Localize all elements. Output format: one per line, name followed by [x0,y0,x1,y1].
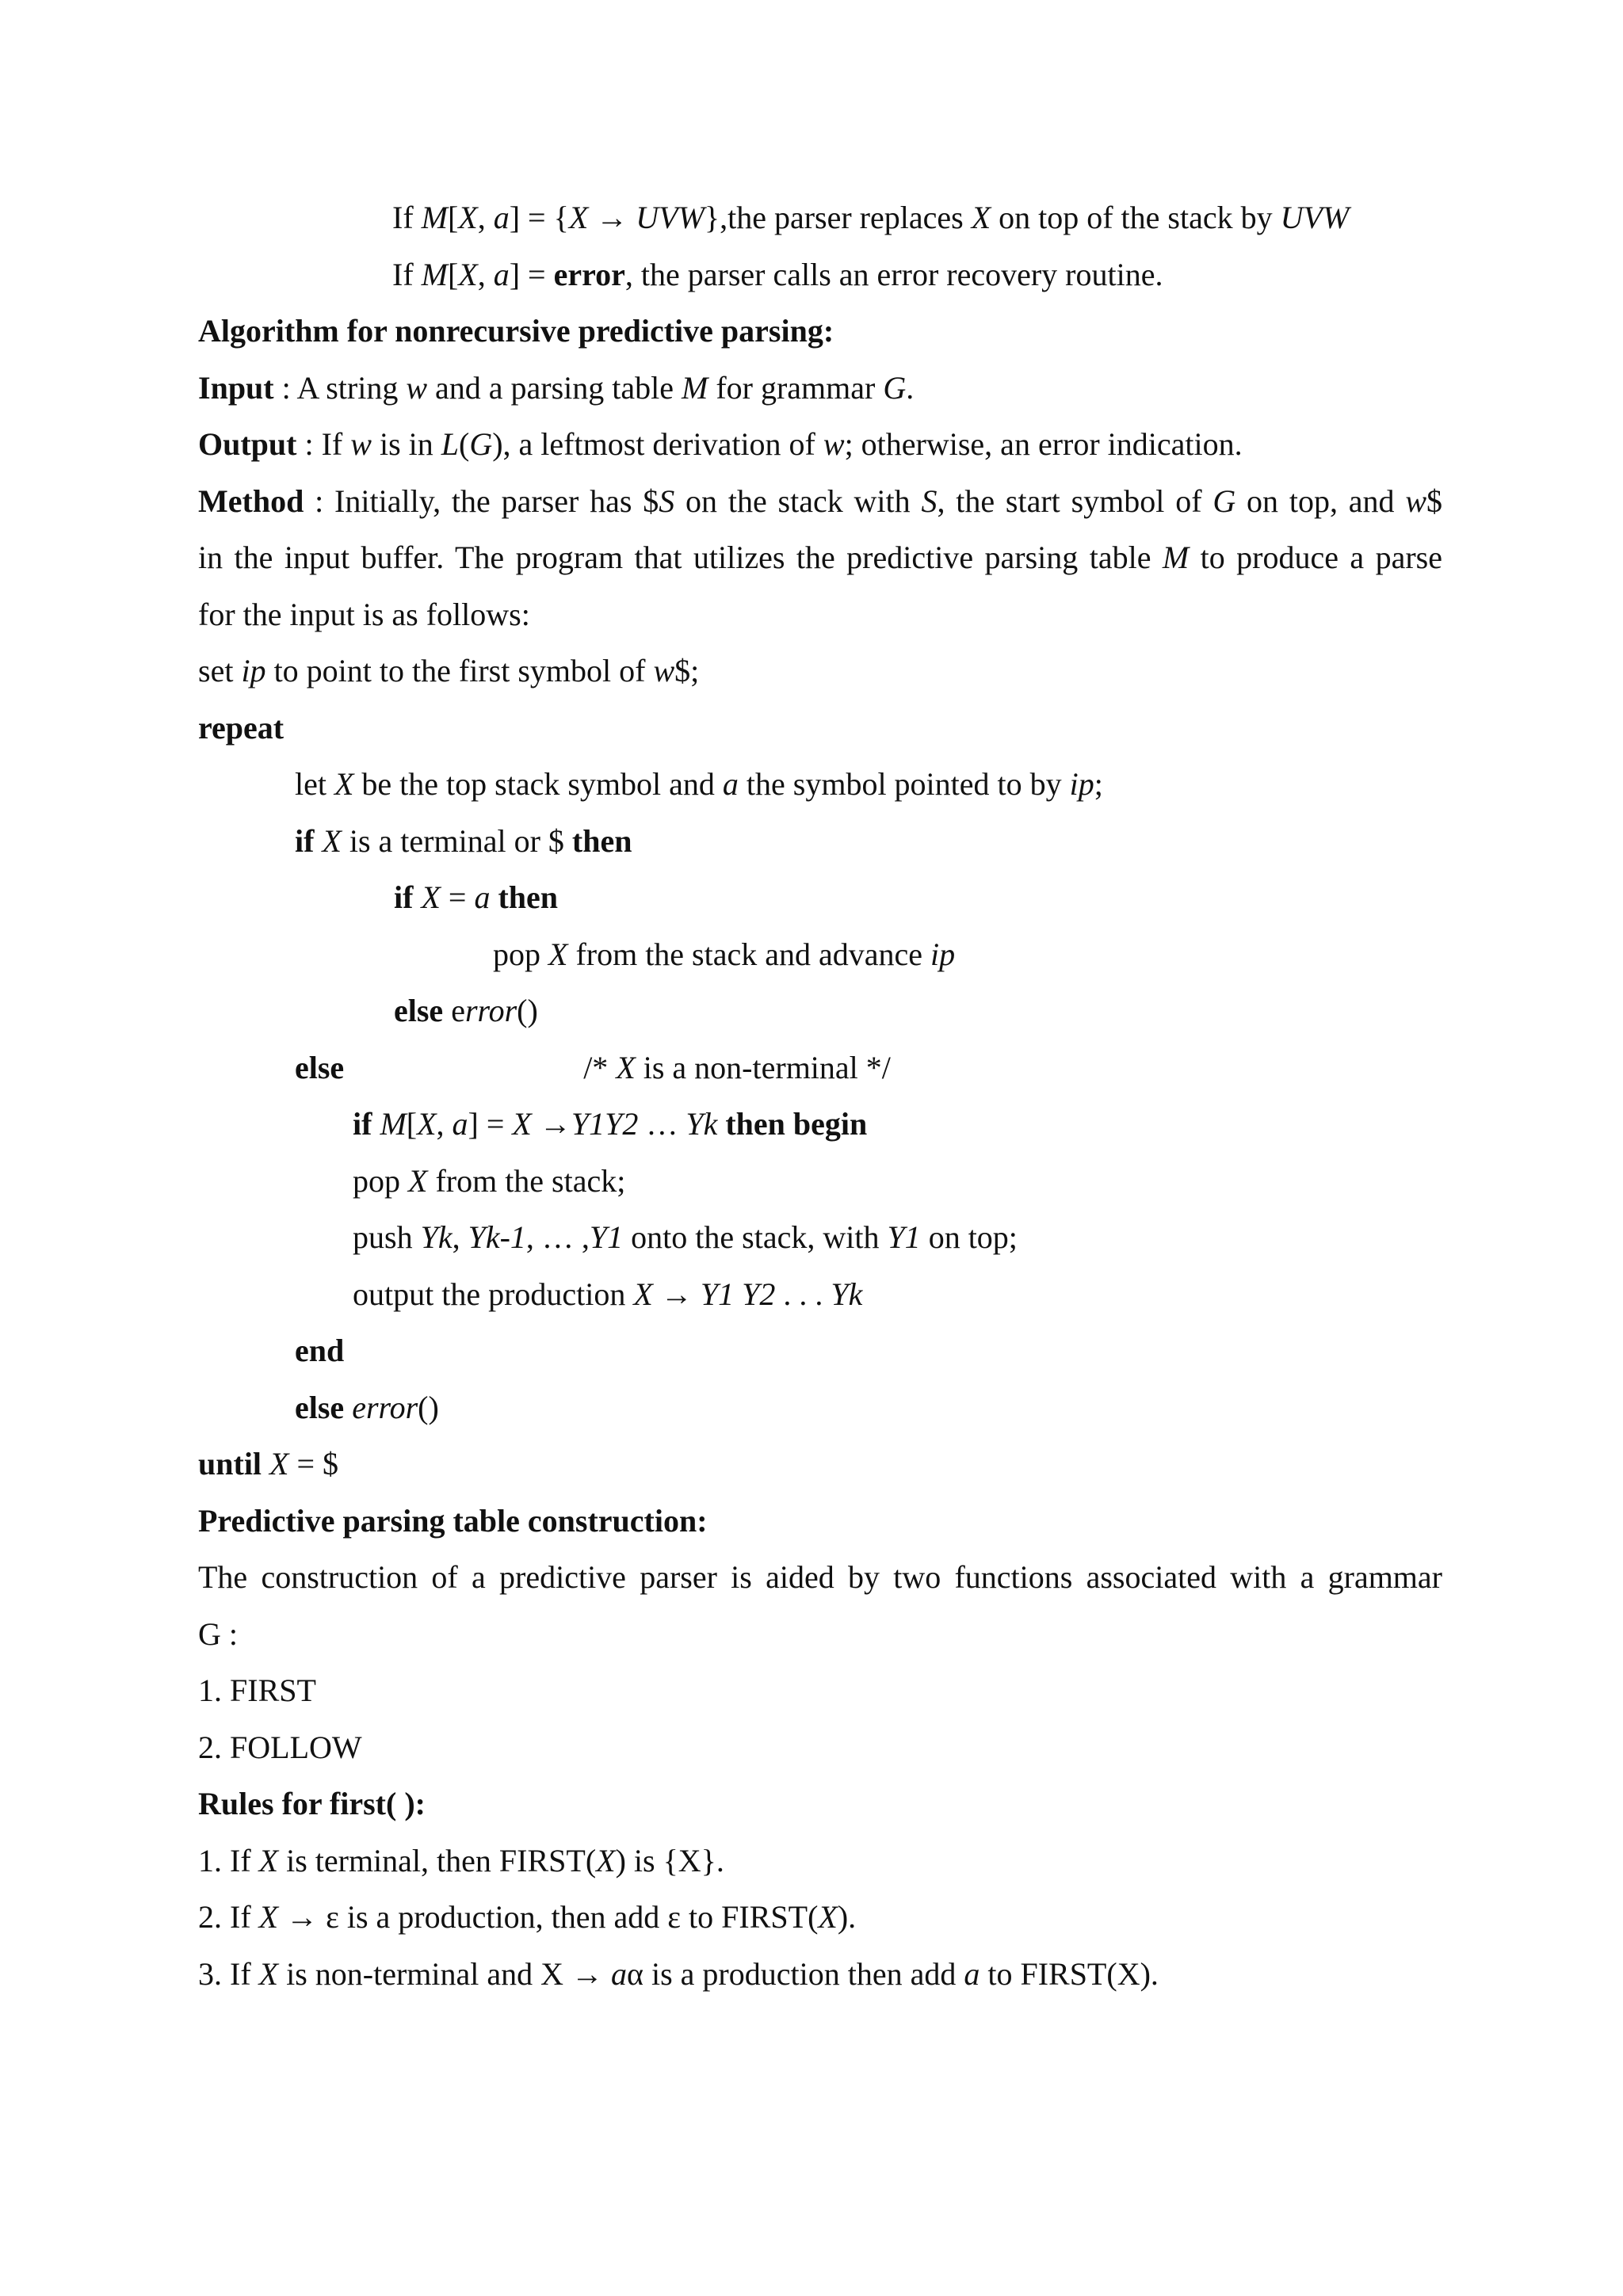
rule-3: 3. If X is non-terminal and X → aα is a production then add a to FIRST(X). [198,1956,1159,1992]
if-terminal-line: if X is a terminal or $ then [295,823,632,859]
method-end-line: for the input is as follows: [198,597,530,632]
algorithm-heading: Algorithm for nonrecursive predictive parsing: [198,313,834,349]
pop-advance-line: pop X from the stack and advance ip [493,936,956,972]
if-m-uvw-line: If M[X, a] = {X → UVW},the parser replaces X on top of the stack by UVW [392,200,1350,235]
if-m-production-line: if M[X, a] = X →Y1Y2 … Yk then begin [353,1106,868,1142]
if-x-equals-a-line: if X = a then [394,879,559,915]
input-line: Input : A string w and a parsing table M for grammar G. [198,370,915,406]
let-x-line: let X be the top stack symbol and a the symbol pointed to by ip; [295,766,1103,802]
output-line: Output : If w is in L(G), a leftmost derivation of w; otherwise, an error indication. [198,426,1243,462]
rules-first-heading: Rules for first( ): [198,1786,426,1821]
push-line: push Yk, Yk-1, … ,Y1 onto the stack, with Y1 on top; [353,1219,1018,1255]
table-construction-heading: Predictive parsing table construction: [198,1503,708,1539]
if-m-error-line: If M[X, a] = error, the parser calls an error recovery routine. [392,257,1163,292]
pop-x-line: pop X from the stack; [353,1163,626,1199]
end-keyword: end [295,1333,345,1368]
until-line: until X = $ [198,1446,339,1482]
rule-1: 1. If X is terminal, then FIRST(X) is {X}. [198,1843,724,1878]
method-line: Method : Initially, the parser has $S on the stack with S, the start symbol of G on top, and w$ [198,483,1442,519]
else-nonterminal-line: else /* X is a non-terminal */ [295,1050,891,1085]
repeat-keyword: repeat [198,710,285,746]
construction-paragraph-end: G : [198,1616,238,1652]
else-error-line: else error() [394,993,538,1028]
else-error-outer-line: else error() [295,1390,439,1425]
output-production-line: output the production X → Y1 Y2 . . . Yk [353,1276,863,1312]
set-ip-line: set ip to point to the first symbol of w$; [198,653,700,688]
construction-paragraph: The construction of a predictive parser is aided by two functions associated with a grammar [198,1559,1442,1595]
rule-2: 2. If X → ε is a production, then add ε to FIRST(X). [198,1899,857,1935]
list-item-first: 1. FIRST [198,1672,316,1708]
method-continuation-line: in the input buffer. The program that utilizes the predictive parsing table M to produce a parse [198,540,1442,575]
list-item-follow: 2. FOLLOW [198,1730,362,1765]
